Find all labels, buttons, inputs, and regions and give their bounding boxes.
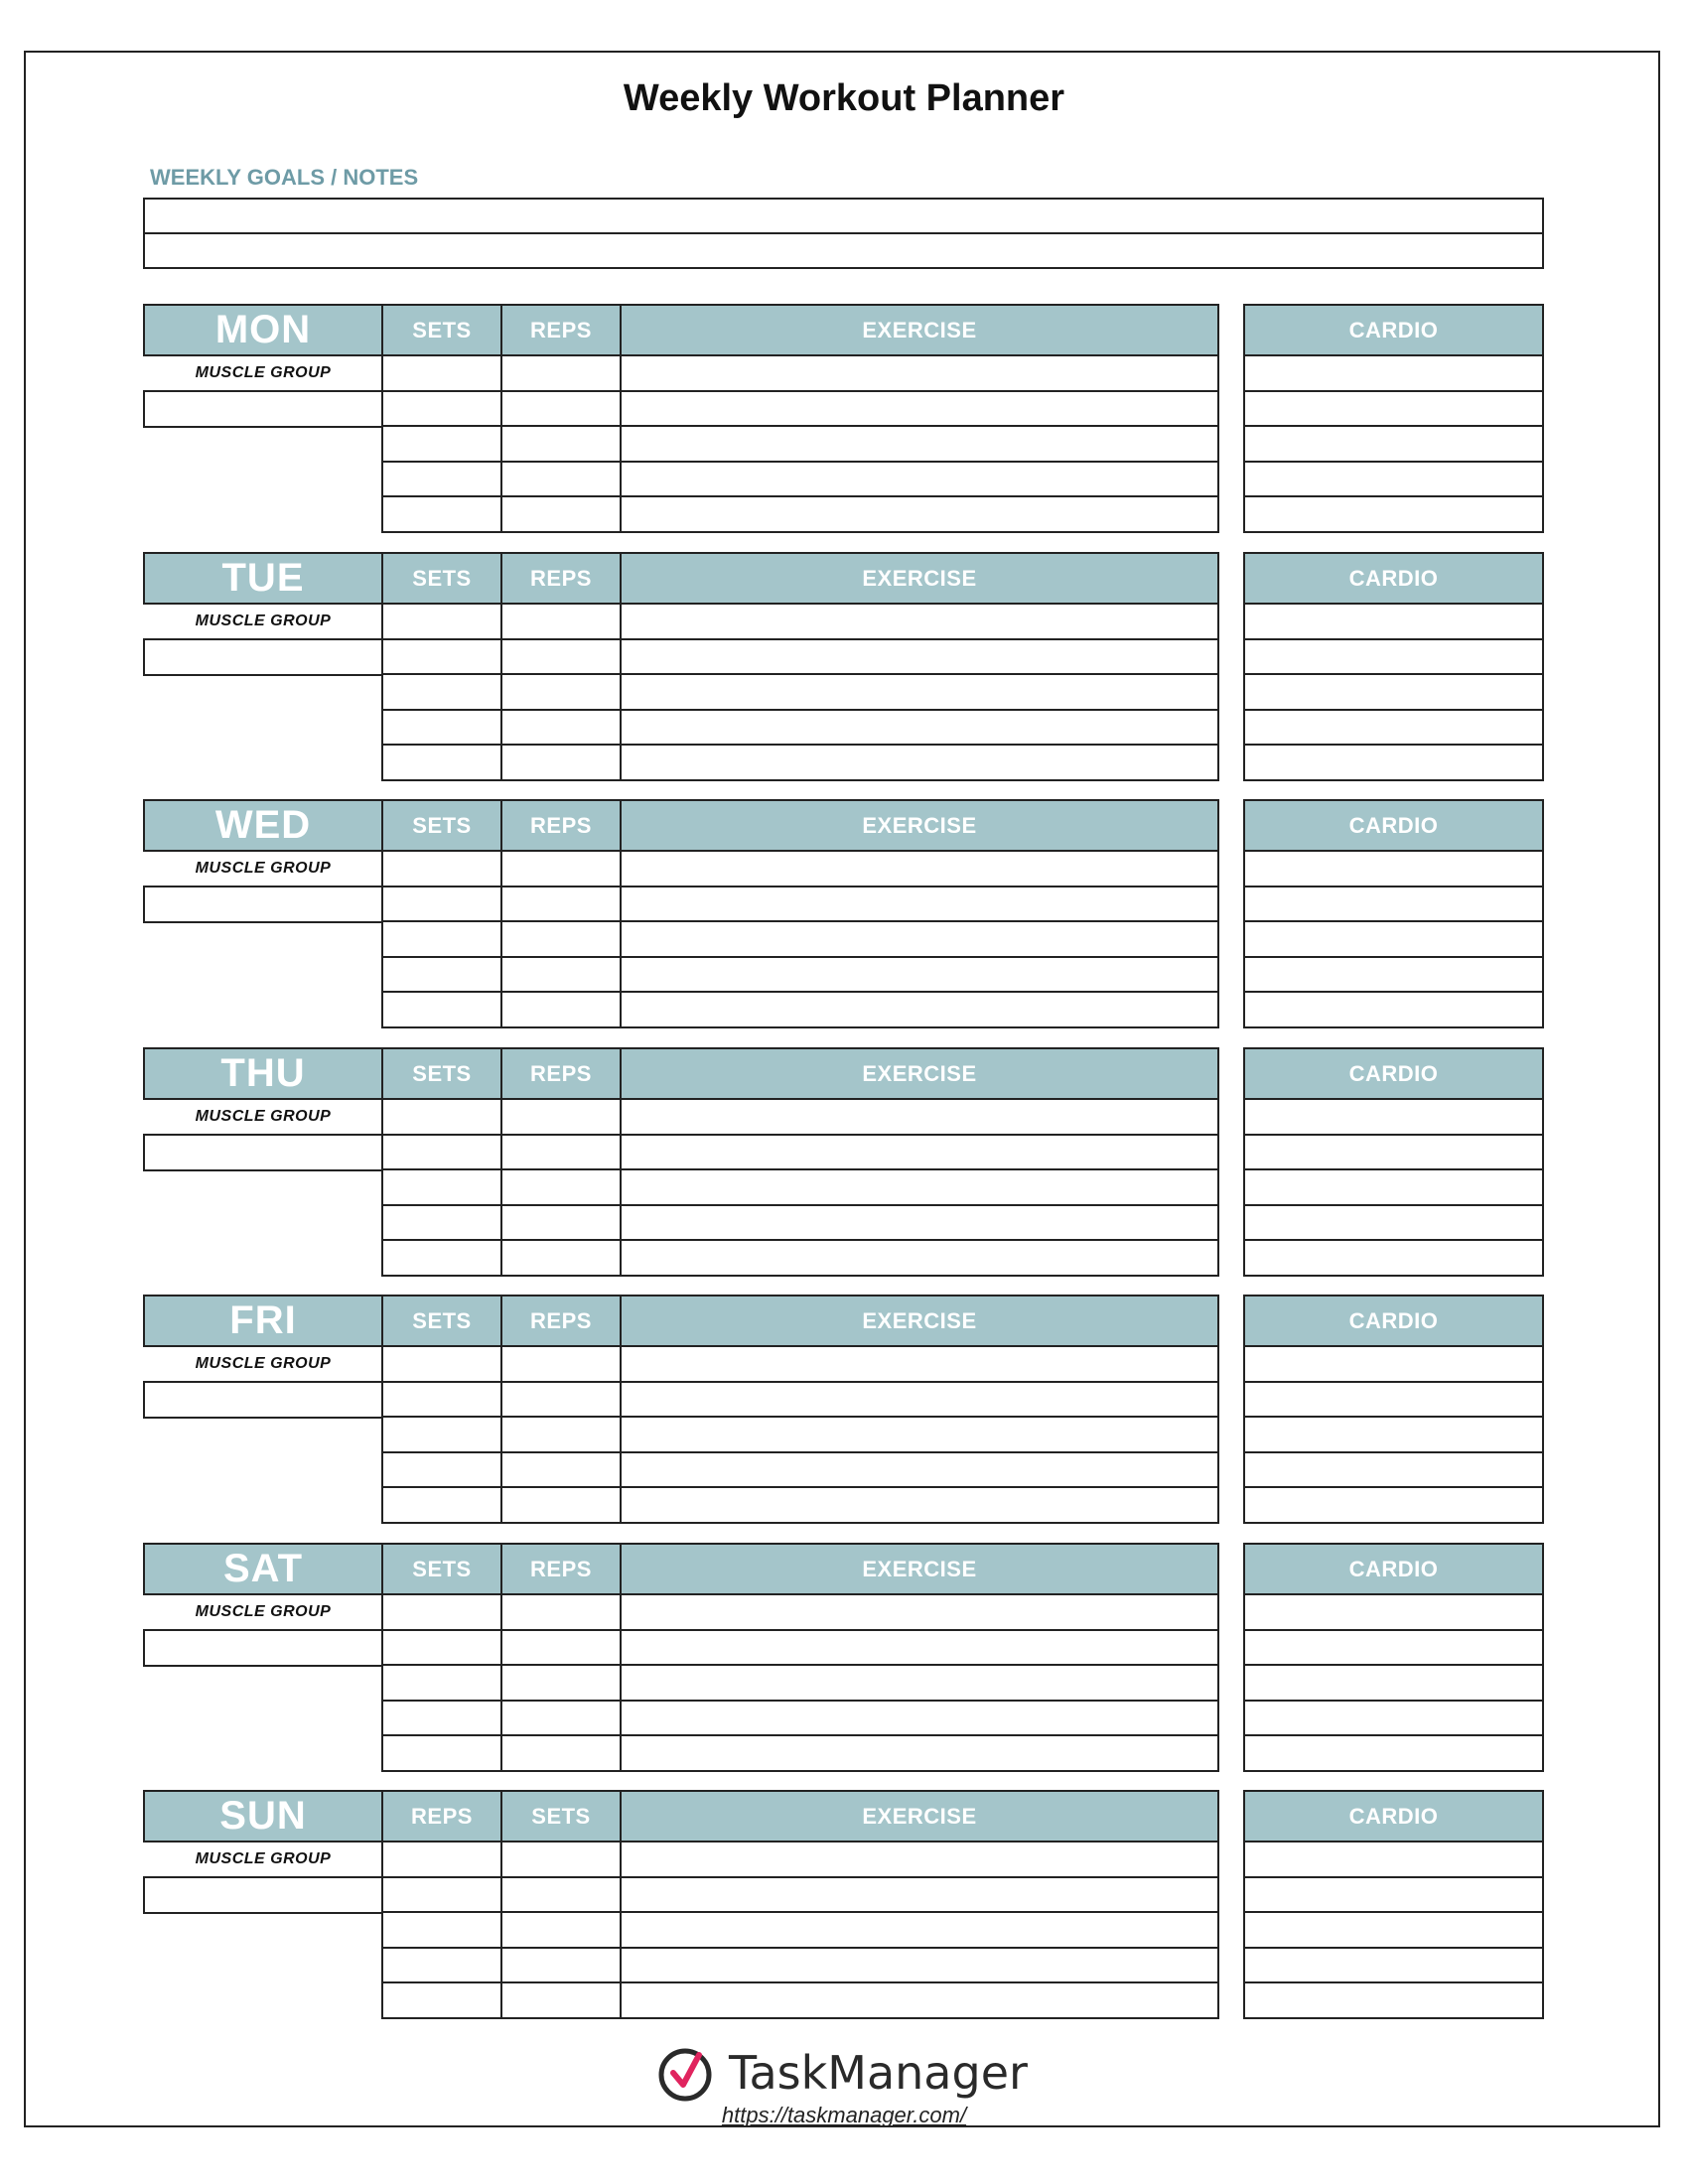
muscle-group-label: MUSCLE GROUP xyxy=(195,1108,332,1125)
sets-cell[interactable] xyxy=(381,709,502,747)
footer-url[interactable]: https://taskmanager.com/ xyxy=(721,2103,967,2127)
exercise-cell[interactable] xyxy=(620,673,1219,711)
cardio-cell[interactable] xyxy=(1243,709,1544,747)
sets-cell[interactable] xyxy=(381,1734,502,1772)
reps-cell[interactable] xyxy=(500,1098,622,1136)
reps-cell[interactable] xyxy=(500,1876,622,1914)
sets-cell[interactable] xyxy=(381,991,502,1028)
reps-cell[interactable] xyxy=(500,1134,622,1171)
reps-cell[interactable] xyxy=(500,1629,622,1667)
reps-cell[interactable] xyxy=(500,1451,622,1489)
muscle-group-input[interactable] xyxy=(143,390,385,428)
sets-cell[interactable] xyxy=(381,1239,502,1277)
exercise-cell[interactable] xyxy=(620,920,1219,958)
exercise-cell[interactable] xyxy=(620,1381,1219,1419)
reps-cell[interactable] xyxy=(500,1204,622,1242)
sets-cell[interactable] xyxy=(381,1911,502,1949)
column-header: SETS xyxy=(381,1047,502,1100)
column-header: CARDIO xyxy=(1243,552,1544,605)
weekly-goals-label: WEEKLY GOALS / NOTES xyxy=(150,165,419,190)
exercise-cell[interactable] xyxy=(620,744,1219,781)
reps-cell[interactable] xyxy=(500,709,622,747)
reps-cell[interactable] xyxy=(500,390,622,428)
column-header: CARDIO xyxy=(1243,1790,1544,1843)
sets-cell[interactable] xyxy=(381,956,502,994)
column-header: CARDIO xyxy=(1243,1543,1544,1595)
cardio-cell[interactable] xyxy=(1243,1239,1544,1277)
sets-cell[interactable] xyxy=(381,461,502,498)
reps-cell[interactable] xyxy=(500,1947,622,1984)
reps-cell[interactable] xyxy=(500,1734,622,1772)
exercise-cell[interactable] xyxy=(620,461,1219,498)
cardio-cell[interactable] xyxy=(1243,850,1544,887)
exercise-cell[interactable] xyxy=(620,1947,1219,1984)
column-header: REPS xyxy=(500,552,622,605)
sets-cell[interactable] xyxy=(381,673,502,711)
reps-cell[interactable] xyxy=(500,1981,622,2019)
exercise-cell[interactable] xyxy=(620,1098,1219,1136)
column-header: REPS xyxy=(381,1790,502,1843)
sets-cell[interactable] xyxy=(381,1204,502,1242)
exercise-cell[interactable] xyxy=(620,354,1219,392)
muscle-group-input[interactable] xyxy=(143,1134,385,1171)
cardio-cell[interactable] xyxy=(1243,920,1544,958)
exercise-cell[interactable] xyxy=(620,1345,1219,1383)
cardio-cell[interactable] xyxy=(1243,1876,1544,1914)
reps-cell[interactable] xyxy=(500,744,622,781)
cardio-cell[interactable] xyxy=(1243,1981,1544,2019)
brand-name: TaskManager xyxy=(729,2046,1028,2100)
exercise-cell[interactable] xyxy=(620,1451,1219,1489)
cardio-cell[interactable] xyxy=(1243,1416,1544,1453)
column-header: CARDIO xyxy=(1243,1047,1544,1100)
page-title: Weekly Workout Planner xyxy=(623,77,1065,119)
column-header: SETS xyxy=(381,1543,502,1595)
exercise-cell[interactable] xyxy=(620,1416,1219,1453)
column-header: REPS xyxy=(500,799,622,852)
exercise-cell[interactable] xyxy=(620,603,1219,640)
column-header: REPS xyxy=(500,1295,622,1347)
reps-cell[interactable] xyxy=(500,495,622,533)
cardio-cell[interactable] xyxy=(1243,1451,1544,1489)
column-header: CARDIO xyxy=(1243,799,1544,852)
cardio-cell[interactable] xyxy=(1243,1734,1544,1772)
column-header: REPS xyxy=(500,304,622,356)
exercise-cell[interactable] xyxy=(620,1734,1219,1772)
reps-cell[interactable] xyxy=(500,1168,622,1206)
column-header: SETS xyxy=(500,1790,622,1843)
cardio-cell[interactable] xyxy=(1243,390,1544,428)
reps-cell[interactable] xyxy=(500,1664,622,1702)
sets-cell[interactable] xyxy=(381,495,502,533)
reps-cell[interactable] xyxy=(500,1700,622,1737)
sets-cell[interactable] xyxy=(381,850,502,887)
exercise-cell[interactable] xyxy=(620,1593,1219,1631)
column-header: SETS xyxy=(381,1295,502,1347)
cardio-cell[interactable] xyxy=(1243,1168,1544,1206)
sets-cell[interactable] xyxy=(381,1841,502,1878)
reps-cell[interactable] xyxy=(500,425,622,463)
sets-cell[interactable] xyxy=(381,1981,502,2019)
cardio-cell[interactable] xyxy=(1243,638,1544,676)
reps-cell[interactable] xyxy=(500,920,622,958)
reps-cell[interactable] xyxy=(500,1911,622,1949)
exercise-cell[interactable] xyxy=(620,495,1219,533)
exercise-cell[interactable] xyxy=(620,1911,1219,1949)
muscle-group-label: MUSCLE GROUP xyxy=(195,1603,332,1620)
column-header: EXERCISE xyxy=(620,1295,1219,1347)
cardio-cell[interactable] xyxy=(1243,603,1544,640)
exercise-cell[interactable] xyxy=(620,1204,1219,1242)
exercise-cell[interactable] xyxy=(620,1134,1219,1171)
sets-cell[interactable] xyxy=(381,886,502,923)
reps-cell[interactable] xyxy=(500,850,622,887)
sets-cell[interactable] xyxy=(381,1700,502,1737)
column-header: SETS xyxy=(381,552,502,605)
column-header: CARDIO xyxy=(1243,304,1544,356)
exercise-cell[interactable] xyxy=(620,709,1219,747)
exercise-cell[interactable] xyxy=(620,956,1219,994)
muscle-group-label: MUSCLE GROUP xyxy=(195,860,332,877)
column-header: EXERCISE xyxy=(620,304,1219,356)
muscle-group-label: MUSCLE GROUP xyxy=(195,1355,332,1372)
day-header: FRI xyxy=(143,1295,383,1347)
footer-logo xyxy=(655,2043,1053,2103)
reps-cell[interactable] xyxy=(500,991,622,1028)
column-header: CARDIO xyxy=(1243,1295,1544,1347)
reps-cell[interactable] xyxy=(500,1239,622,1277)
exercise-cell[interactable] xyxy=(620,1486,1219,1524)
exercise-cell[interactable] xyxy=(620,1981,1219,2019)
muscle-group-input[interactable] xyxy=(143,1876,385,1914)
day-header: THU xyxy=(143,1047,383,1100)
sets-cell[interactable] xyxy=(381,1098,502,1136)
sets-cell[interactable] xyxy=(381,1664,502,1702)
cardio-cell[interactable] xyxy=(1243,673,1544,711)
cardio-cell[interactable] xyxy=(1243,1345,1544,1383)
column-header: EXERCISE xyxy=(620,799,1219,852)
reps-cell[interactable] xyxy=(500,1486,622,1524)
sets-cell[interactable] xyxy=(381,1486,502,1524)
weekly-goals-line-1[interactable] xyxy=(143,198,1544,234)
sets-cell[interactable] xyxy=(381,1168,502,1206)
exercise-cell[interactable] xyxy=(620,638,1219,676)
cardio-cell[interactable] xyxy=(1243,1098,1544,1136)
muscle-group-label: MUSCLE GROUP xyxy=(195,1850,332,1867)
reps-cell[interactable] xyxy=(500,638,622,676)
cardio-cell[interactable] xyxy=(1243,744,1544,781)
reps-cell[interactable] xyxy=(500,1416,622,1453)
column-header: REPS xyxy=(500,1543,622,1595)
cardio-cell[interactable] xyxy=(1243,886,1544,923)
column-header: EXERCISE xyxy=(620,1047,1219,1100)
reps-cell[interactable] xyxy=(500,673,622,711)
cardio-cell[interactable] xyxy=(1243,1204,1544,1242)
cardio-cell[interactable] xyxy=(1243,425,1544,463)
sets-cell[interactable] xyxy=(381,425,502,463)
cardio-cell[interactable] xyxy=(1243,1629,1544,1667)
sets-cell[interactable] xyxy=(381,390,502,428)
cardio-cell[interactable] xyxy=(1243,495,1544,533)
cardio-cell[interactable] xyxy=(1243,1134,1544,1171)
exercise-cell[interactable] xyxy=(620,1841,1219,1878)
sets-cell[interactable] xyxy=(381,1451,502,1489)
cardio-cell[interactable] xyxy=(1243,1700,1544,1737)
column-header: REPS xyxy=(500,1047,622,1100)
cardio-cell[interactable] xyxy=(1243,1381,1544,1419)
day-header: MON xyxy=(143,304,383,356)
checkmark-circle-icon xyxy=(655,2043,715,2103)
exercise-cell[interactable] xyxy=(620,1168,1219,1206)
weekly-goals-line-2[interactable] xyxy=(143,232,1544,269)
sets-cell[interactable] xyxy=(381,744,502,781)
reps-cell[interactable] xyxy=(500,1841,622,1878)
day-header: TUE xyxy=(143,552,383,605)
sets-cell[interactable] xyxy=(381,638,502,676)
cardio-cell[interactable] xyxy=(1243,991,1544,1028)
column-header: SETS xyxy=(381,799,502,852)
muscle-group-input[interactable] xyxy=(143,1381,385,1419)
sets-cell[interactable] xyxy=(381,920,502,958)
muscle-group-label: MUSCLE GROUP xyxy=(195,613,332,629)
sets-cell[interactable] xyxy=(381,603,502,640)
exercise-cell[interactable] xyxy=(620,390,1219,428)
muscle-group-input[interactable] xyxy=(143,638,385,676)
sets-cell[interactable] xyxy=(381,1629,502,1667)
reps-cell[interactable] xyxy=(500,461,622,498)
reps-cell[interactable] xyxy=(500,1381,622,1419)
cardio-cell[interactable] xyxy=(1243,1593,1544,1631)
exercise-cell[interactable] xyxy=(620,886,1219,923)
column-header: EXERCISE xyxy=(620,552,1219,605)
reps-cell[interactable] xyxy=(500,886,622,923)
reps-cell[interactable] xyxy=(500,956,622,994)
reps-cell[interactable] xyxy=(500,1345,622,1383)
muscle-group-input[interactable] xyxy=(143,886,385,923)
exercise-cell[interactable] xyxy=(620,425,1219,463)
sets-cell[interactable] xyxy=(381,1593,502,1631)
sets-cell[interactable] xyxy=(381,1876,502,1914)
day-header: WED xyxy=(143,799,383,852)
reps-cell[interactable] xyxy=(500,354,622,392)
exercise-cell[interactable] xyxy=(620,1629,1219,1667)
day-header: SUN xyxy=(143,1790,383,1843)
cardio-cell[interactable] xyxy=(1243,956,1544,994)
cardio-cell[interactable] xyxy=(1243,1841,1544,1878)
cardio-cell[interactable] xyxy=(1243,1664,1544,1702)
column-header: EXERCISE xyxy=(620,1790,1219,1843)
sets-cell[interactable] xyxy=(381,1345,502,1383)
cardio-cell[interactable] xyxy=(1243,1947,1544,1984)
exercise-cell[interactable] xyxy=(620,1876,1219,1914)
sets-cell[interactable] xyxy=(381,1134,502,1171)
cardio-cell[interactable] xyxy=(1243,1486,1544,1524)
exercise-cell[interactable] xyxy=(620,1239,1219,1277)
sets-cell[interactable] xyxy=(381,1381,502,1419)
cardio-cell[interactable] xyxy=(1243,1911,1544,1949)
sets-cell[interactable] xyxy=(381,1416,502,1453)
sets-cell[interactable] xyxy=(381,354,502,392)
cardio-cell[interactable] xyxy=(1243,461,1544,498)
muscle-group-label: MUSCLE GROUP xyxy=(195,364,332,381)
cardio-cell[interactable] xyxy=(1243,354,1544,392)
muscle-group-input[interactable] xyxy=(143,1629,385,1667)
column-header: SETS xyxy=(381,304,502,356)
exercise-cell[interactable] xyxy=(620,1664,1219,1702)
exercise-cell[interactable] xyxy=(620,991,1219,1028)
reps-cell[interactable] xyxy=(500,603,622,640)
exercise-cell[interactable] xyxy=(620,1700,1219,1737)
sets-cell[interactable] xyxy=(381,1947,502,1984)
reps-cell[interactable] xyxy=(500,1593,622,1631)
column-header: EXERCISE xyxy=(620,1543,1219,1595)
exercise-cell[interactable] xyxy=(620,850,1219,887)
day-header: SAT xyxy=(143,1543,383,1595)
